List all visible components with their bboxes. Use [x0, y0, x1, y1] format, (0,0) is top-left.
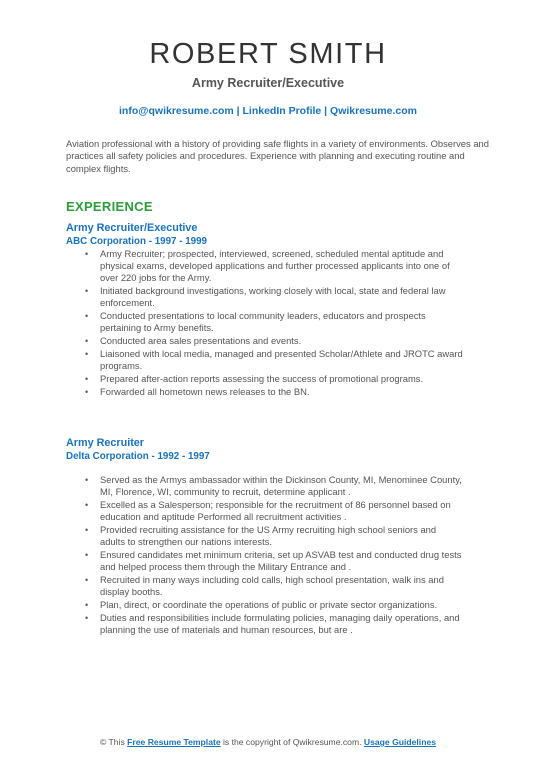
job-bullets [66, 248, 466, 398]
footer-prefix: © This [99, 737, 128, 747]
job-bullets [66, 474, 466, 636]
bullet-item: • Forwarded all hometown news releases to the BN. [85, 385, 310, 397]
bullet-item: • Recruited in many ways including cold calls, high school presentation, walk ins and display booths. [85, 574, 444, 598]
linkedin-link[interactable]: LinkedIn Profile [242, 105, 322, 117]
footer-copyright [0, 737, 536, 747]
contact-separator: | [233, 105, 243, 117]
bullet-item: • Liaisoned with local media, managed and presented Scholar/Athlete and JROTC award programs. [85, 348, 463, 372]
bullet-item: • Conducted area sales presentations and events. [85, 335, 302, 347]
bullet-icon: • [85, 575, 89, 585]
candidate-title: Army Recruiter/Executive [191, 76, 345, 90]
bullet-icon: • [85, 500, 89, 510]
bullet-item: • Duties and responsibilities include formulating policies, managing daily operations, and planning the use of materials and human resources, but are . [85, 611, 460, 635]
job-title: Army Recruiter [66, 437, 145, 449]
bullet-icon: • [85, 612, 89, 623]
candidate-name: ROBERT SMITH [149, 38, 387, 70]
bullet-icon: • [85, 475, 89, 485]
bullet-item: • Plan, direct, or coordinate the operations of public or private sector organizations. [85, 599, 438, 610]
email-link[interactable]: info@qwikresume.com [119, 105, 234, 117]
bullet-icon: • [85, 311, 89, 322]
free-resume-template-link[interactable]: Free Resume Template [127, 737, 221, 747]
experience-heading: EXPERIENCE [66, 199, 153, 214]
job-entry [66, 437, 466, 637]
contact-line [0, 105, 536, 117]
bullet-icon: • [85, 336, 89, 347]
contact-separator: | [321, 105, 331, 117]
footer-middle: is the copyright of Qwikresume.com. [220, 737, 364, 747]
bullet-item: • Provided recruiting assistance for the US Army recruiting high school seniors and adults to strengthen our nations interests. [85, 524, 437, 548]
job-entry [66, 222, 466, 399]
website-link[interactable]: Qwikresume.com [330, 105, 417, 117]
job-company-dates: Delta Corporation - 1992 - 1997 [66, 451, 210, 462]
bullet-icon: • [85, 249, 89, 259]
bullet-icon: • [85, 600, 89, 610]
bullet-item: • Initiated background investigations, working closely with local, state and federal law enforcement. [85, 285, 446, 309]
bullet-icon: • [85, 386, 89, 397]
bullet-icon: • [85, 525, 89, 535]
bullet-item: • Served as the Armys ambassador within the Dickinson County, MI, Menominee County, MI, Florence, WI, community to recruit, determine applicant . [85, 474, 462, 498]
bullet-item: • Excelled as a Salesperson; responsible for the recruitment of 86 personnel based on education and aptitude Performed all recruitment activities . [85, 499, 451, 523]
bullet-icon: • [85, 349, 89, 359]
bullet-icon: • [85, 550, 89, 560]
summary-paragraph: Aviation professional with a history of providing safe flights in a variety of environments. Observes and practices all safety policies and procedures. Experience with planning and executing routine and complex flights. [66, 138, 489, 174]
bullet-icon: • [85, 374, 89, 384]
bullet-item: • Prepared after-action reports assessing the success of promotional programs. [85, 373, 424, 384]
job-company-dates: ABC Corporation - 1997 - 1999 [66, 236, 208, 247]
bullet-icon: • [85, 286, 89, 297]
bullet-item: • Ensured candidates met minimum criteria, set up ASVAB test and conducted drug tests and helped process them through the Military Entrance and . [85, 549, 462, 573]
job-title: Army Recruiter/Executive [66, 222, 198, 234]
bullet-item: • Army Recruiter; prospected, interviewed, screened, scheduled mental aptitude and physical exams, developed applications and further processed applicants into one of over 220 jobs for the Army. [85, 248, 450, 284]
bullet-item: • Conducted presentations to local community leaders, educators and prospects pertaining to Army benefits. [85, 310, 426, 334]
usage-guidelines-link[interactable]: Usage Guidelines [363, 737, 437, 747]
